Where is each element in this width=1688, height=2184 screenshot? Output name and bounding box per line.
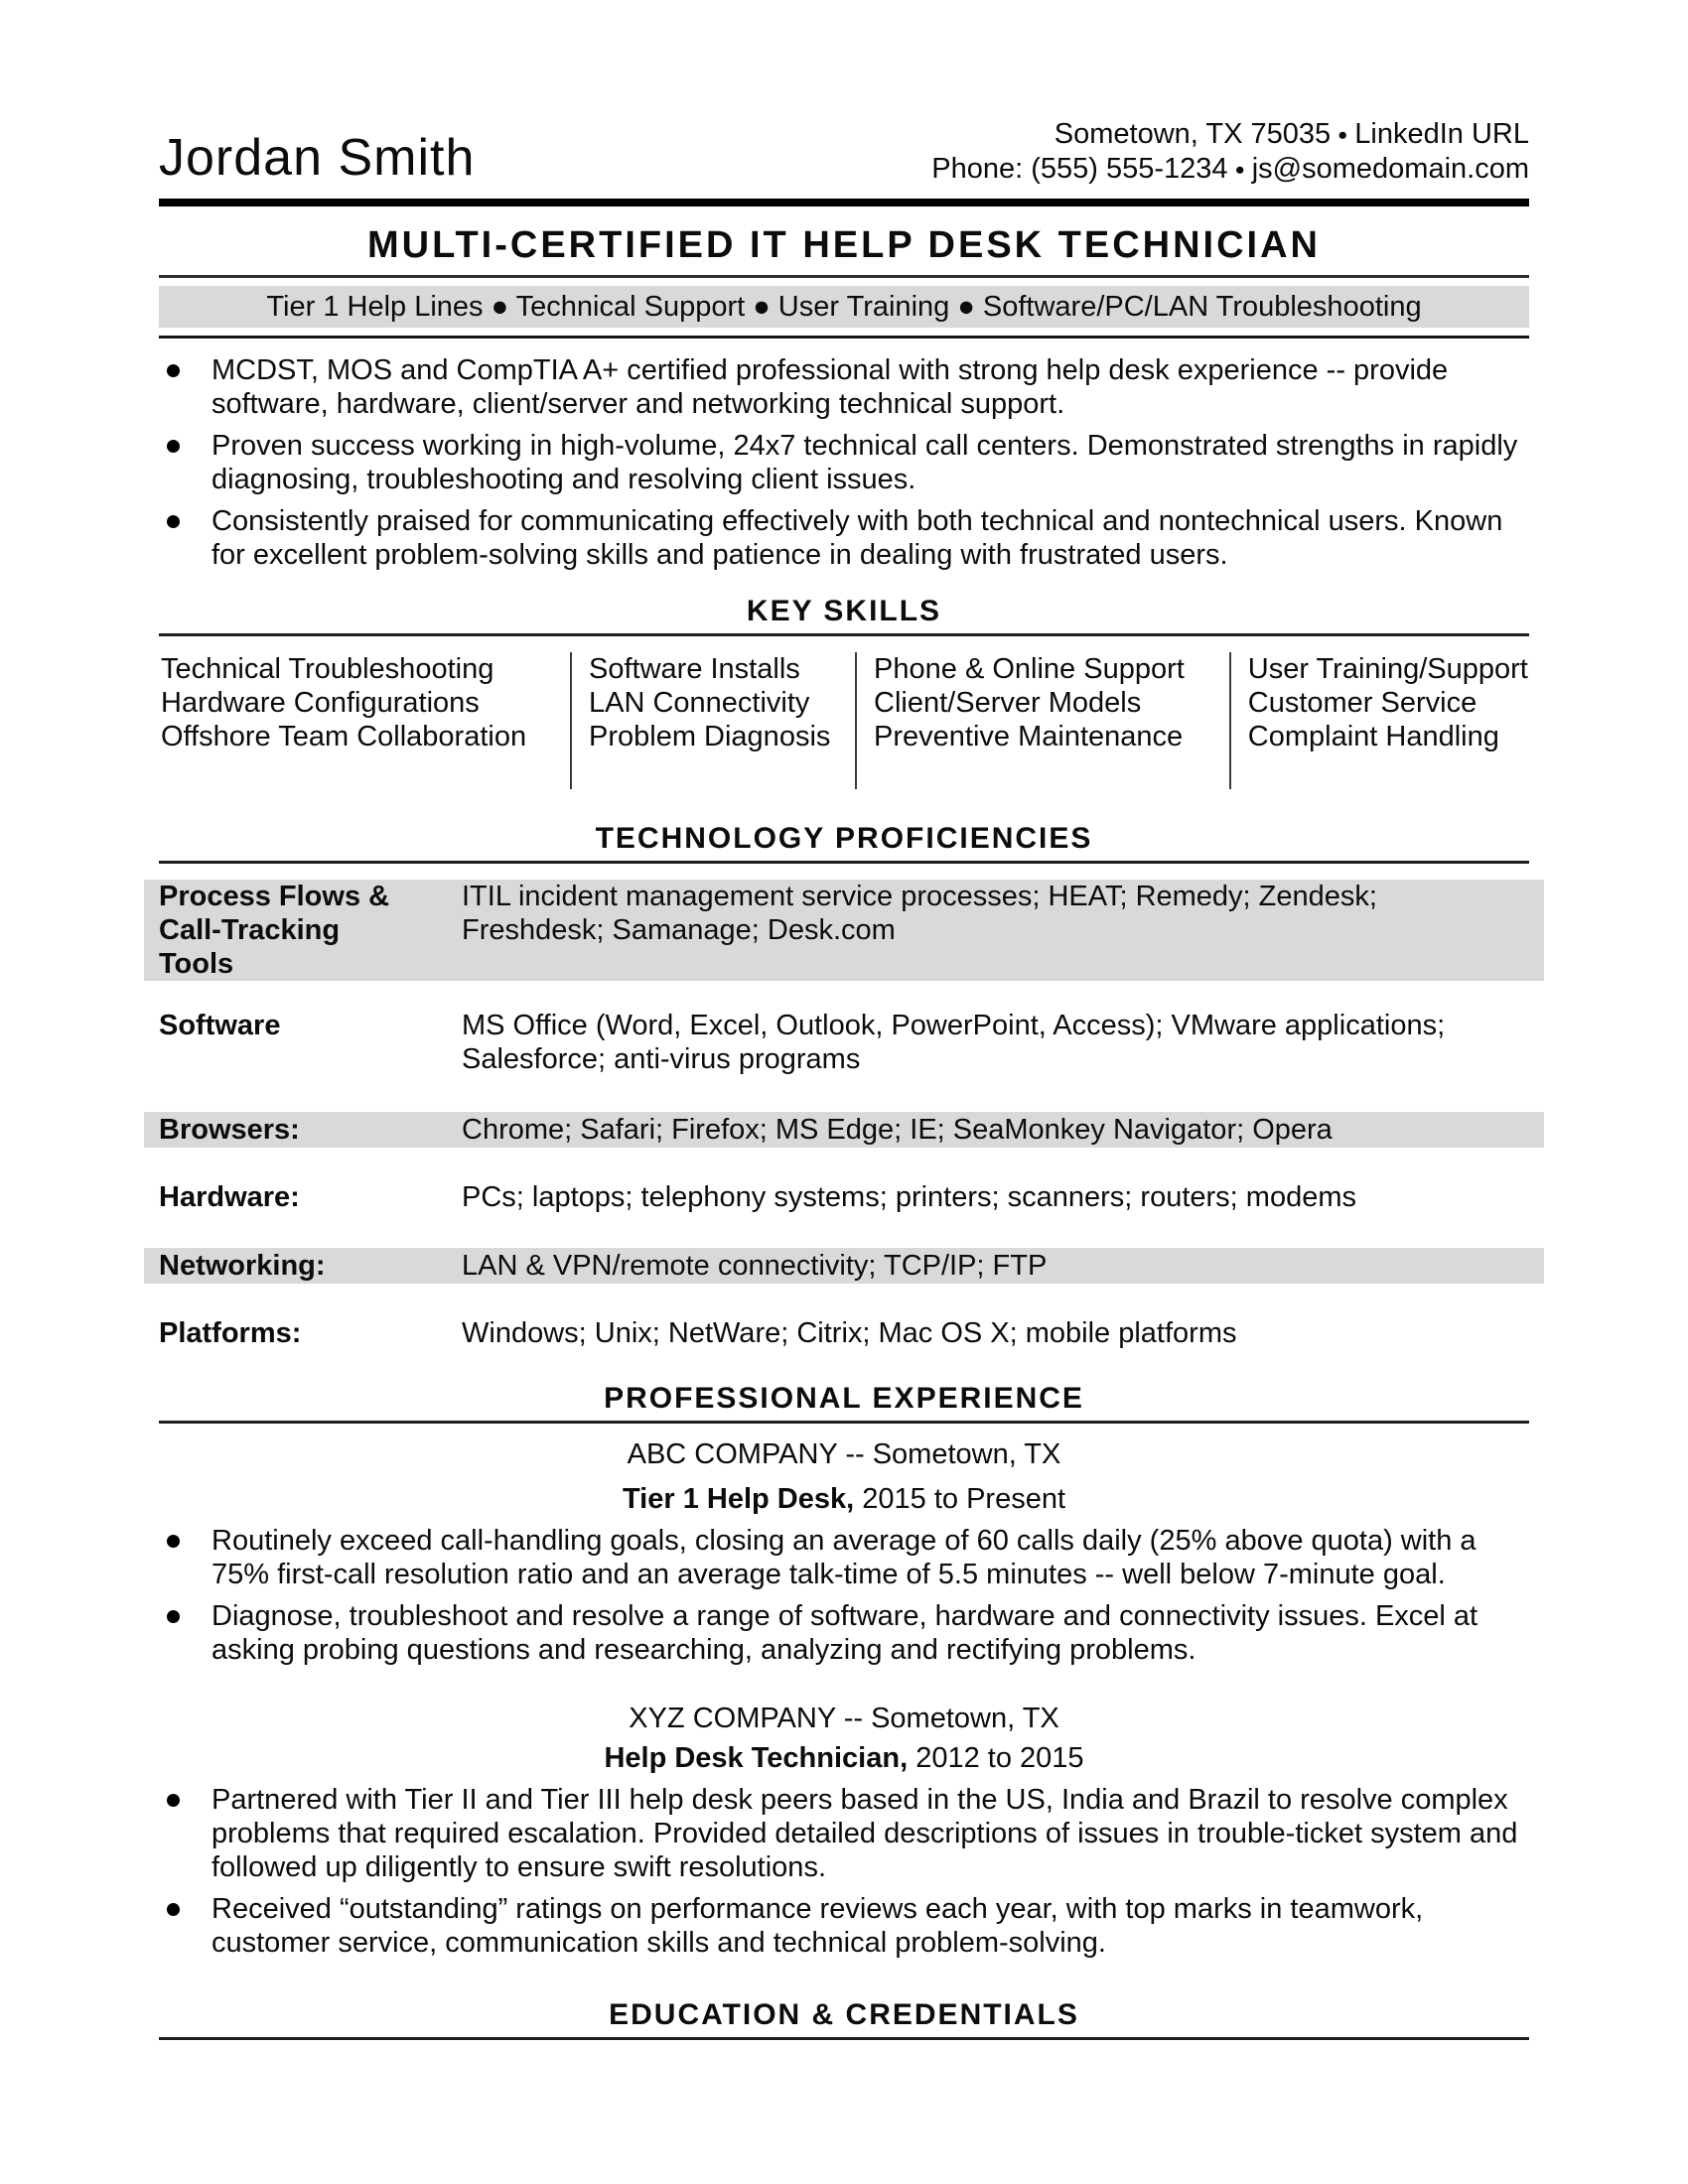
contact-line-1 [931,117,1529,152]
job-entry [159,1702,1529,1960]
skill-item: Problem Diagnosis [589,720,831,752]
list-item [159,1599,1529,1667]
bullet-icon [167,1610,180,1623]
section-heading-technology: TECHNOLOGY PROFICIENCIES [595,821,1093,855]
section-rule [159,633,1529,636]
contact-email: js@somedomain.com [1251,152,1529,185]
row-label: Software [159,1009,281,1041]
list-item [159,429,1529,496]
job-title-line [159,1482,1529,1516]
skill-item: LAN Connectivity [589,686,810,719]
section-rule [159,2037,1529,2040]
summary-bullet: Consistently praised for communicating effectively with both technical and nontechnical users. Known for excellent problem-solving skills and patience in dealing with frustrated users. [211,504,1503,571]
skills-column-1 [159,652,570,789]
row-value: ITIL incident management service processes; HEAT; Remedy; Zendesk; Freshdesk; Samanage; Desk.com [462,880,1377,946]
table-row [144,880,1544,981]
list-item [159,504,1529,572]
job-company: XYZ COMPANY -- Sometown, TX [629,1702,1059,1734]
separator-dot-icon: ● [1234,159,1245,179]
job-title-line [159,1741,1529,1775]
section-rule [159,1421,1529,1424]
contact-line-2 [931,152,1529,187]
tagline-bar: Tier 1 Help Lines ● Technical Support ● User Training ● Software/PC/LAN Troubleshooting [159,286,1529,328]
job-bullet: Diagnose, troubleshoot and resolve a range of software, hardware and connectivity issues. Excel at asking probing questions and researching, analyzing and rectifying problems. [211,1599,1478,1666]
job-title: Help Desk Technician, [604,1741,909,1774]
skill-item: User Training/Support [1247,652,1528,685]
job-dates: 2012 to 2015 [915,1741,1084,1774]
section-heading-education: EDUCATION & CREDENTIALS [609,1997,1079,2031]
title-rule [159,275,1529,278]
job-bullet: Routinely exceed call-handling goals, closing an average of 60 calls daily (25% above quota) with a 75% first-call resolution ratio and an average talk-time of 5.5 minutes -- well below 7-minute goal. [211,1524,1477,1590]
bullet-icon [167,440,180,453]
technology-table [144,880,1544,1350]
job-bullet: Partnered with Tier II and Tier III help desk peers based in the US, India and Brazil to resolve complex problems that required escalation. Provided detailed descriptions of issues in trouble-ticket system and followed up diligently to ensure swift resolutions. [211,1783,1518,1883]
table-row [144,1009,1544,1076]
document-title: MULTI-CERTIFIED IT HELP DESK TECHNICIAN [366,223,1322,266]
table-row [144,1316,1544,1350]
person-name: Jordan Smith [159,128,476,187]
section-rule [159,861,1529,864]
row-label: Browsers: [159,1113,300,1146]
header [159,117,1529,187]
bullet-icon [167,364,180,377]
row-label: Hardware: [159,1180,300,1213]
row-value: MS Office (Word, Excel, Outlook, PowerPoint, Access); VMware applications; Salesforce; anti-virus programs [462,1009,1446,1075]
job-entry [159,1437,1529,1667]
row-value: Chrome; Safari; Firefox; MS Edge; IE; SeaMonkey Navigator; Opera [462,1113,1333,1146]
contact-block [931,117,1529,187]
summary-bullet: MCDST, MOS and CompTIA A+ certified professional with strong help desk experience -- provide software, hardware, client/server and networking technical support. [211,353,1449,420]
job-bullet: Received “outstanding” ratings on performance reviews each year, with top marks in teamwork, customer service, communication skills and technical problem-solving. [211,1892,1424,1959]
skill-item: Complaint Handling [1247,720,1499,752]
row-value: LAN & VPN/remote connectivity; TCP/IP; FTP [462,1249,1048,1282]
section-heading-key-skills: KEY SKILLS [746,594,942,627]
key-skills-table [159,652,1529,789]
row-label: Networking: [159,1249,326,1282]
list-item [159,1892,1529,1960]
job-dates: 2015 to Present [862,1482,1066,1515]
skill-item: Offshore Team Collaboration [161,720,527,752]
header-rule [159,199,1529,206]
table-row [144,1248,1544,1284]
skill-item: Client/Server Models [874,686,1142,719]
contact-phone: Phone: (555) 555-1234 [931,152,1228,185]
bullet-icon [167,1535,180,1548]
job-bullets [159,1783,1529,1960]
skill-item: Technical Troubleshooting [161,652,494,685]
tagline-rule [159,336,1529,339]
skill-item: Customer Service [1247,686,1477,719]
row-label: Process Flows & Call-Tracking Tools [159,880,390,980]
job-title: Tier 1 Help Desk, [622,1482,855,1515]
skills-column-4 [1229,652,1529,789]
contact-linkedin: LinkedIn URL [1354,118,1529,150]
bullet-icon [167,1794,180,1807]
row-value: PCs; laptops; telephony systems; printers; scanners; routers; modems [462,1180,1356,1213]
list-item [159,353,1529,421]
list-item [159,1524,1529,1591]
job-bullets [159,1524,1529,1667]
skills-column-3 [855,652,1229,789]
table-row [144,1180,1544,1214]
skill-item: Hardware Configurations [161,686,480,719]
skills-column-2 [570,652,855,789]
skill-item: Preventive Maintenance [874,720,1184,752]
skill-item: Software Installs [589,652,800,685]
row-label: Platforms: [159,1316,302,1349]
table-row [144,1112,1544,1148]
bullet-icon [167,1903,180,1916]
summary-list [159,353,1529,572]
bullet-icon [167,515,180,528]
job-company: ABC COMPANY -- Sometown, TX [627,1437,1061,1470]
contact-location: Sometown, TX 75035 [1054,118,1332,150]
summary-bullet: Proven success working in high-volume, 24x7 technical call centers. Demonstrated strengths in rapidly diagnosing, troubleshooting and resolving client issues. [211,429,1518,495]
row-value: Windows; Unix; NetWare; Citrix; Mac OS X; mobile platforms [462,1316,1237,1349]
separator-dot-icon: ● [1337,124,1348,144]
list-item [159,1783,1529,1884]
section-heading-experience: PROFESSIONAL EXPERIENCE [604,1381,1084,1415]
skill-item: Phone & Online Support [874,652,1185,685]
